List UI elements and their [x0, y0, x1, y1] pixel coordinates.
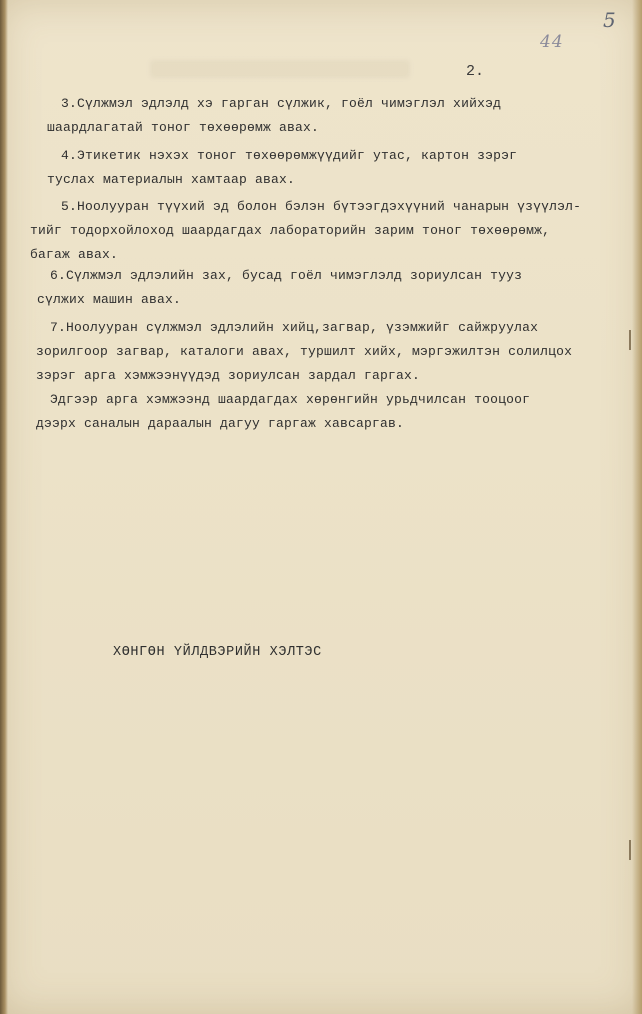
paragraph-line: туслах материалын хамтаар авах. — [47, 172, 296, 187]
margin-mark — [629, 330, 631, 350]
paragraph-line: багаж авах. — [30, 247, 119, 262]
archive-page-number: 44 — [540, 32, 564, 52]
paragraph-line: 6.Сүлжмэл эдлэлийн зах, бусад гоёл чимэглэлд зориулсан тууз — [50, 268, 523, 283]
paragraph-line: 3.Сүлжмэл эдлэлд хэ гарган сүлжик, гоёл чимэглэл хийхэд — [61, 96, 502, 111]
paragraph-line: сүлжих машин авах. — [37, 292, 182, 307]
paragraph-line: дээрх саналын дараалын дагуу гаргаж хавсаргав. — [36, 416, 405, 431]
corner-handwritten-mark: 5 — [603, 8, 616, 32]
page-left-edge — [0, 0, 8, 1014]
page-right-edge — [632, 0, 642, 1014]
paragraph-line: Эдгээр арга хэмжээнд шаардагдах хөрөнгийн урьдчилсан тооцоог — [50, 392, 531, 407]
paragraph-line: зэрэг арга хэмжээнүүдэд зориулсан зардал гаргах. — [36, 368, 421, 383]
page-number: 2. — [466, 63, 485, 80]
signature-department: ХӨНГӨН ҮЙЛДВЭРИЙН ХЭЛТЭС — [113, 645, 322, 660]
paragraph-line: 4.Этикетик нэхэх тоног төхөөрөмжүүдийг утас, картон зэрэг — [61, 148, 518, 163]
margin-mark — [629, 840, 631, 860]
paragraph-line: 7.Ноолууран сүлжмэл эдлэлийн хийц,загвар, үзэмжийг сайжруулах — [50, 320, 539, 335]
paragraph-line: 5.Ноолууран түүхий эд болон бэлэн бүтээгдэхүүний чанарын үзүүлэл- — [61, 199, 582, 214]
paragraph-line: тийг тодорхойлоход шаардагдах лабораторийн зарим тоног төхөөрөмж, — [30, 223, 551, 238]
paragraph-line: шаардлагатай тоног төхөөрөмж авах. — [47, 120, 320, 135]
faded-header-mark — [150, 60, 410, 78]
paragraph-line: зорилгоор загвар, каталоги авах, туршилт хийх, мэргэжилтэн солилцох — [36, 344, 573, 359]
